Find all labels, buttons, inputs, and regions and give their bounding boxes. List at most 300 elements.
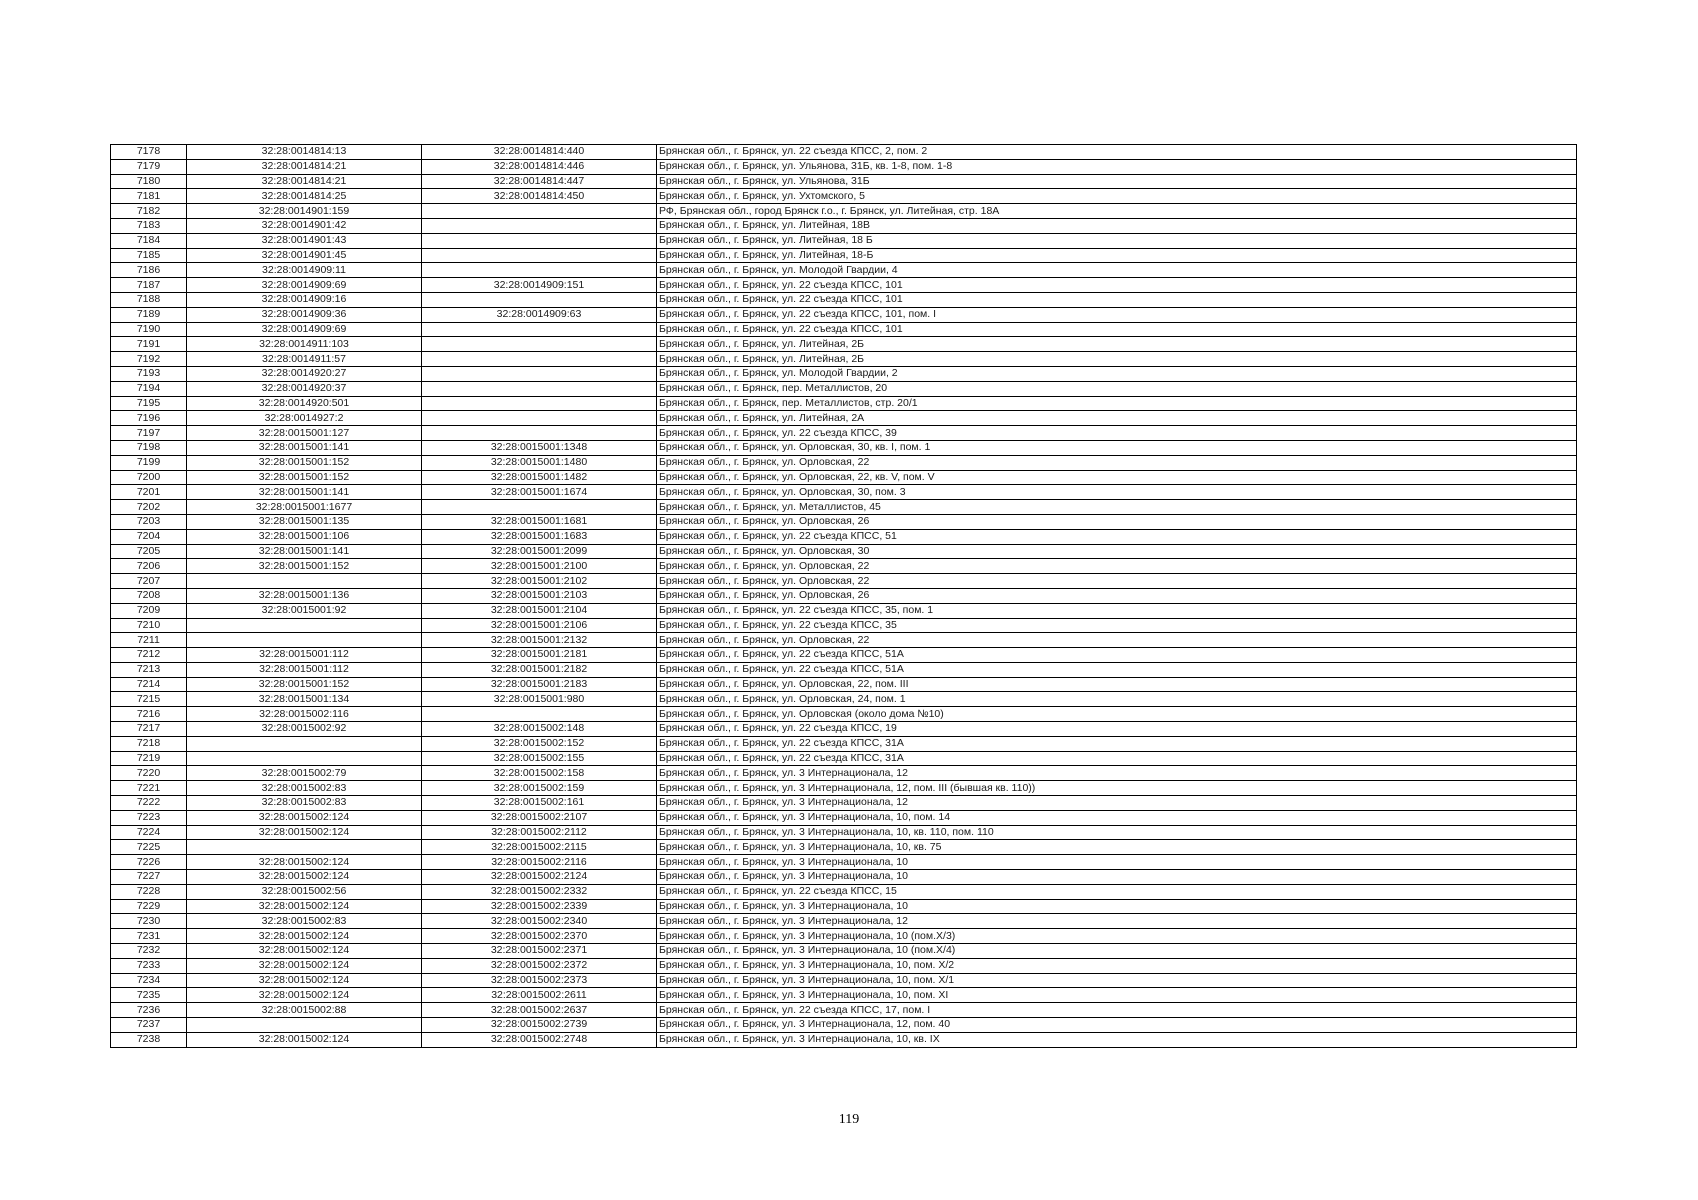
row-number-cell: 7235 <box>111 988 187 1003</box>
row-number-cell: 7233 <box>111 958 187 973</box>
address-table <box>110 144 1577 1048</box>
address-cell: Брянская обл., г. Брянск, ул. 3 Интернационала, 10 <box>657 855 1577 870</box>
row-number-cell: 7189 <box>111 307 187 322</box>
land-parcel-cadastral-cell: 32:28:0015002:124 <box>187 810 422 825</box>
table-row <box>111 159 1577 174</box>
row-number-cell: 7223 <box>111 810 187 825</box>
table-row <box>111 1018 1577 1033</box>
land-parcel-cadastral-cell: 32:28:0014909:36 <box>187 307 422 322</box>
object-cadastral-cell: 32:28:0015002:2611 <box>422 988 657 1003</box>
address-cell: Брянская обл., г. Брянск, ул. 22 съезда КПСС, 35, пом. 1 <box>657 603 1577 618</box>
table-row <box>111 988 1577 1003</box>
object-cadastral-cell: 32:28:0015001:1482 <box>422 470 657 485</box>
row-number-cell: 7220 <box>111 766 187 781</box>
land-parcel-cadastral-cell: 32:28:0015002:124 <box>187 929 422 944</box>
row-number-cell: 7222 <box>111 796 187 811</box>
land-parcel-cadastral-cell: 32:28:0014814:21 <box>187 174 422 189</box>
address-cell: Брянская обл., г. Брянск, ул. Молодой Гвардии, 2 <box>657 366 1577 381</box>
row-number-cell: 7200 <box>111 470 187 485</box>
land-parcel-cadastral-cell: 32:28:0015001:92 <box>187 603 422 618</box>
object-cadastral-cell: 32:28:0014909:151 <box>422 278 657 293</box>
land-parcel-cadastral-cell: 32:28:0015001:106 <box>187 529 422 544</box>
address-cell: Брянская обл., г. Брянск, ул. Орловская, 30 <box>657 544 1577 559</box>
row-number-cell: 7207 <box>111 574 187 589</box>
address-cell: Брянская обл., г. Брянск, ул. Орловская, 30, пом. 3 <box>657 485 1577 500</box>
address-cell: Брянская обл., г. Брянск, ул. 3 Интернационала, 12 <box>657 766 1577 781</box>
table-row <box>111 307 1577 322</box>
row-number-cell: 7216 <box>111 707 187 722</box>
object-cadastral-cell: 32:28:0015002:2370 <box>422 929 657 944</box>
row-number-cell: 7234 <box>111 973 187 988</box>
land-parcel-cadastral-cell: 32:28:0015002:124 <box>187 899 422 914</box>
land-parcel-cadastral-cell: 32:28:0014927:2 <box>187 411 422 426</box>
table-row <box>111 884 1577 899</box>
object-cadastral-cell: 32:28:0015002:2748 <box>422 1032 657 1047</box>
address-cell: Брянская обл., г. Брянск, пер. Металлистов, 20 <box>657 381 1577 396</box>
table-row <box>111 233 1577 248</box>
object-cadastral-cell: 32:28:0015002:148 <box>422 722 657 737</box>
table-row <box>111 662 1577 677</box>
row-number-cell: 7194 <box>111 381 187 396</box>
land-parcel-cadastral-cell: 32:28:0014814:25 <box>187 189 422 204</box>
table-row <box>111 840 1577 855</box>
row-number-cell: 7230 <box>111 914 187 929</box>
land-parcel-cadastral-cell <box>187 633 422 648</box>
table-row <box>111 855 1577 870</box>
address-cell: Брянская обл., г. Брянск, ул. Литейная, 18 Б <box>657 233 1577 248</box>
object-cadastral-cell: 32:28:0015002:2339 <box>422 899 657 914</box>
row-number-cell: 7201 <box>111 485 187 500</box>
object-cadastral-cell: 32:28:0015002:152 <box>422 736 657 751</box>
land-parcel-cadastral-cell: 32:28:0014909:69 <box>187 322 422 337</box>
object-cadastral-cell: 32:28:0015002:2371 <box>422 944 657 959</box>
address-cell: Брянская обл., г. Брянск, ул. 22 съезда КПСС, 19 <box>657 722 1577 737</box>
row-number-cell: 7183 <box>111 218 187 233</box>
row-number-cell: 7208 <box>111 588 187 603</box>
address-cell: Брянская обл., г. Брянск, ул. Орловская, 22, пом. III <box>657 677 1577 692</box>
land-parcel-cadastral-cell: 32:28:0015001:127 <box>187 426 422 441</box>
table-row <box>111 500 1577 515</box>
table-row <box>111 381 1577 396</box>
object-cadastral-cell: 32:28:0015002:2115 <box>422 840 657 855</box>
address-cell: Брянская обл., г. Брянск, ул. Орловская, 30, кв. I, пом. 1 <box>657 440 1577 455</box>
row-number-cell: 7227 <box>111 870 187 885</box>
object-cadastral-cell <box>422 411 657 426</box>
row-number-cell: 7219 <box>111 751 187 766</box>
land-parcel-cadastral-cell: 32:28:0014920:27 <box>187 366 422 381</box>
table-row <box>111 145 1577 160</box>
table-row <box>111 692 1577 707</box>
land-parcel-cadastral-cell: 32:28:0015002:124 <box>187 973 422 988</box>
land-parcel-cadastral-cell <box>187 1018 422 1033</box>
land-parcel-cadastral-cell: 32:28:0015002:124 <box>187 944 422 959</box>
object-cadastral-cell: 32:28:0015002:2739 <box>422 1018 657 1033</box>
table-row <box>111 973 1577 988</box>
object-cadastral-cell <box>422 426 657 441</box>
object-cadastral-cell: 32:28:0015001:2099 <box>422 544 657 559</box>
object-cadastral-cell <box>422 500 657 515</box>
land-parcel-cadastral-cell: 32:28:0015002:56 <box>187 884 422 899</box>
object-cadastral-cell <box>422 218 657 233</box>
address-cell: Брянская обл., г. Брянск, ул. 3 Интернационала, 10 <box>657 870 1577 885</box>
row-number-cell: 7179 <box>111 159 187 174</box>
table-row <box>111 766 1577 781</box>
table-row <box>111 485 1577 500</box>
table-row <box>111 810 1577 825</box>
land-parcel-cadastral-cell: 32:28:0014901:45 <box>187 248 422 263</box>
row-number-cell: 7184 <box>111 233 187 248</box>
land-parcel-cadastral-cell: 32:28:0014920:501 <box>187 396 422 411</box>
land-parcel-cadastral-cell: 32:28:0015001:141 <box>187 544 422 559</box>
land-parcel-cadastral-cell: 32:28:0015002:124 <box>187 825 422 840</box>
address-cell: Брянская обл., г. Брянск, ул. Ульянова, 31Б, кв. 1-8, пом. 1-8 <box>657 159 1577 174</box>
land-parcel-cadastral-cell: 32:28:0015002:79 <box>187 766 422 781</box>
row-number-cell: 7228 <box>111 884 187 899</box>
row-number-cell: 7232 <box>111 944 187 959</box>
table-row <box>111 574 1577 589</box>
table-row <box>111 944 1577 959</box>
table-row <box>111 322 1577 337</box>
object-cadastral-cell <box>422 263 657 278</box>
row-number-cell: 7198 <box>111 440 187 455</box>
object-cadastral-cell <box>422 707 657 722</box>
land-parcel-cadastral-cell <box>187 751 422 766</box>
row-number-cell: 7203 <box>111 514 187 529</box>
table-row <box>111 396 1577 411</box>
address-table-body <box>111 145 1577 1048</box>
object-cadastral-cell <box>422 292 657 307</box>
land-parcel-cadastral-cell: 32:28:0014920:37 <box>187 381 422 396</box>
land-parcel-cadastral-cell: 32:28:0015002:88 <box>187 1003 422 1018</box>
address-cell: Брянская обл., г. Брянск, ул. Литейная, 18-Б <box>657 248 1577 263</box>
row-number-cell: 7204 <box>111 529 187 544</box>
address-cell: Брянская обл., г. Брянск, ул. 22 съезда КПСС, 35 <box>657 618 1577 633</box>
land-parcel-cadastral-cell: 32:28:0015001:152 <box>187 677 422 692</box>
object-cadastral-cell <box>422 204 657 219</box>
object-cadastral-cell: 32:28:0015002:2340 <box>422 914 657 929</box>
row-number-cell: 7190 <box>111 322 187 337</box>
object-cadastral-cell: 32:28:0015001:2104 <box>422 603 657 618</box>
row-number-cell: 7195 <box>111 396 187 411</box>
address-cell: Брянская обл., г. Брянск, ул. 3 Интернационала, 10 (пом.X/3) <box>657 929 1577 944</box>
row-number-cell: 7193 <box>111 366 187 381</box>
address-cell: Брянская обл., г. Брянск, ул. 22 съезда КПСС, 15 <box>657 884 1577 899</box>
table-row <box>111 278 1577 293</box>
row-number-cell: 7181 <box>111 189 187 204</box>
row-number-cell: 7205 <box>111 544 187 559</box>
table-row <box>111 899 1577 914</box>
table-row <box>111 174 1577 189</box>
land-parcel-cadastral-cell: 32:28:0015002:124 <box>187 958 422 973</box>
table-row <box>111 1032 1577 1047</box>
table-row <box>111 470 1577 485</box>
table-row <box>111 633 1577 648</box>
land-parcel-cadastral-cell: 32:28:0014901:42 <box>187 218 422 233</box>
address-cell: Брянская обл., г. Брянск, ул. 3 Интернационала, 10, пом. 14 <box>657 810 1577 825</box>
address-cell: Брянская обл., г. Брянск, ул. 3 Интернационала, 12, пом. III (бывшая кв. 110)) <box>657 781 1577 796</box>
table-row <box>111 914 1577 929</box>
row-number-cell: 7213 <box>111 662 187 677</box>
table-row <box>111 189 1577 204</box>
object-cadastral-cell: 32:28:0015001:2102 <box>422 574 657 589</box>
table-row <box>111 722 1577 737</box>
row-number-cell: 7187 <box>111 278 187 293</box>
row-number-cell: 7188 <box>111 292 187 307</box>
land-parcel-cadastral-cell: 32:28:0015001:152 <box>187 470 422 485</box>
object-cadastral-cell <box>422 322 657 337</box>
table-row <box>111 648 1577 663</box>
table-row <box>111 559 1577 574</box>
row-number-cell: 7217 <box>111 722 187 737</box>
object-cadastral-cell: 32:28:0015002:2116 <box>422 855 657 870</box>
object-cadastral-cell: 32:28:0015001:2182 <box>422 662 657 677</box>
address-cell: Брянская обл., г. Брянск, ул. Орловская, 22, кв. V, пом. V <box>657 470 1577 485</box>
address-cell: Брянская обл., г. Брянск, ул. 3 Интернационала, 10 <box>657 899 1577 914</box>
row-number-cell: 7226 <box>111 855 187 870</box>
row-number-cell: 7237 <box>111 1018 187 1033</box>
object-cadastral-cell <box>422 337 657 352</box>
object-cadastral-cell: 32:28:0015001:1674 <box>422 485 657 500</box>
object-cadastral-cell: 32:28:0015002:161 <box>422 796 657 811</box>
object-cadastral-cell: 32:28:0015001:1480 <box>422 455 657 470</box>
address-cell: Брянская обл., г. Брянск, ул. Ухтомского, 5 <box>657 189 1577 204</box>
land-parcel-cadastral-cell: 32:28:0015001:136 <box>187 588 422 603</box>
object-cadastral-cell: 32:28:0014814:447 <box>422 174 657 189</box>
table-row <box>111 263 1577 278</box>
row-number-cell: 7229 <box>111 899 187 914</box>
address-cell: Брянская обл., г. Брянск, ул. 3 Интернационала, 12 <box>657 914 1577 929</box>
table-row <box>111 292 1577 307</box>
row-number-cell: 7178 <box>111 145 187 160</box>
table-row <box>111 411 1577 426</box>
page-number: 119 <box>838 1112 860 1127</box>
address-cell: Брянская обл., г. Брянск, ул. Орловская, 26 <box>657 514 1577 529</box>
address-cell: Брянская обл., г. Брянск, ул. 3 Интернационала, 10, кв. 75 <box>657 840 1577 855</box>
table-row <box>111 707 1577 722</box>
address-cell: Брянская обл., г. Брянск, ул. 22 съезда КПСС, 51 <box>657 529 1577 544</box>
address-cell: Брянская обл., г. Брянск, пер. Металлистов, стр. 20/1 <box>657 396 1577 411</box>
table-row <box>111 426 1577 441</box>
address-cell: Брянская обл., г. Брянск, ул. 22 съезда КПСС, 17, пом. I <box>657 1003 1577 1018</box>
land-parcel-cadastral-cell: 32:28:0015002:83 <box>187 796 422 811</box>
land-parcel-cadastral-cell: 32:28:0015002:83 <box>187 914 422 929</box>
object-cadastral-cell: 32:28:0015002:155 <box>422 751 657 766</box>
table-row <box>111 781 1577 796</box>
object-cadastral-cell: 32:28:0014909:63 <box>422 307 657 322</box>
object-cadastral-cell: 32:28:0015002:2373 <box>422 973 657 988</box>
table-row <box>111 514 1577 529</box>
table-row <box>111 603 1577 618</box>
row-number-cell: 7191 <box>111 337 187 352</box>
address-cell: Брянская обл., г. Брянск, ул. 3 Интернационала, 10 (пом.X/4) <box>657 944 1577 959</box>
address-cell: Брянская обл., г. Брянск, ул. Орловская, 22 <box>657 559 1577 574</box>
row-number-cell: 7224 <box>111 825 187 840</box>
land-parcel-cadastral-cell: 32:28:0015002:83 <box>187 781 422 796</box>
object-cadastral-cell <box>422 233 657 248</box>
object-cadastral-cell <box>422 352 657 367</box>
address-cell: Брянская обл., г. Брянск, ул. Литейная, 2Б <box>657 352 1577 367</box>
land-parcel-cadastral-cell: 32:28:0014814:13 <box>187 145 422 160</box>
object-cadastral-cell: 32:28:0015001:2132 <box>422 633 657 648</box>
land-parcel-cadastral-cell: 32:28:0014909:16 <box>187 292 422 307</box>
table-row <box>111 440 1577 455</box>
land-parcel-cadastral-cell: 32:28:0015001:112 <box>187 662 422 677</box>
land-parcel-cadastral-cell: 32:28:0015002:124 <box>187 855 422 870</box>
land-parcel-cadastral-cell: 32:28:0015001:141 <box>187 440 422 455</box>
table-row <box>111 825 1577 840</box>
land-parcel-cadastral-cell <box>187 736 422 751</box>
object-cadastral-cell: 32:28:0015002:2372 <box>422 958 657 973</box>
table-row <box>111 677 1577 692</box>
row-number-cell: 7215 <box>111 692 187 707</box>
row-number-cell: 7185 <box>111 248 187 263</box>
object-cadastral-cell: 32:28:0015002:2637 <box>422 1003 657 1018</box>
row-number-cell: 7225 <box>111 840 187 855</box>
address-cell: Брянская обл., г. Брянск, ул. 3 Интернационала, 12, пом. 40 <box>657 1018 1577 1033</box>
land-parcel-cadastral-cell: 32:28:0014911:103 <box>187 337 422 352</box>
address-cell: Брянская обл., г. Брянск, ул. 22 съезда КПСС, 101 <box>657 292 1577 307</box>
land-parcel-cadastral-cell: 32:28:0015002:116 <box>187 707 422 722</box>
row-number-cell: 7214 <box>111 677 187 692</box>
land-parcel-cadastral-cell: 32:28:0015002:124 <box>187 988 422 1003</box>
address-cell: Брянская обл., г. Брянск, ул. Литейная, 18В <box>657 218 1577 233</box>
address-cell: Брянская обл., г. Брянск, ул. Орловская, 22 <box>657 633 1577 648</box>
object-cadastral-cell: 32:28:0015002:2112 <box>422 825 657 840</box>
object-cadastral-cell: 32:28:0015002:2124 <box>422 870 657 885</box>
table-row <box>111 248 1577 263</box>
address-cell: Брянская обл., г. Брянск, ул. Орловская, 26 <box>657 588 1577 603</box>
table-row <box>111 1003 1577 1018</box>
land-parcel-cadastral-cell: 32:28:0014909:11 <box>187 263 422 278</box>
row-number-cell: 7218 <box>111 736 187 751</box>
row-number-cell: 7209 <box>111 603 187 618</box>
land-parcel-cadastral-cell: 32:28:0015002:124 <box>187 1032 422 1047</box>
land-parcel-cadastral-cell: 32:28:0014814:21 <box>187 159 422 174</box>
object-cadastral-cell: 32:28:0014814:450 <box>422 189 657 204</box>
address-cell: Брянская обл., г. Брянск, ул. Молодой Гвардии, 4 <box>657 263 1577 278</box>
table-row <box>111 870 1577 885</box>
object-cadastral-cell: 32:28:0014814:446 <box>422 159 657 174</box>
object-cadastral-cell: 32:28:0015002:158 <box>422 766 657 781</box>
land-parcel-cadastral-cell: 32:28:0015001:134 <box>187 692 422 707</box>
land-parcel-cadastral-cell: 32:28:0015001:152 <box>187 559 422 574</box>
land-parcel-cadastral-cell: 32:28:0015001:135 <box>187 514 422 529</box>
object-cadastral-cell <box>422 381 657 396</box>
table-row <box>111 958 1577 973</box>
address-cell: Брянская обл., г. Брянск, ул. 22 съезда КПСС, 2, пом. 2 <box>657 145 1577 160</box>
table-row <box>111 544 1577 559</box>
address-cell: Брянская обл., г. Брянск, ул. Орловская, 24, пом. 1 <box>657 692 1577 707</box>
address-cell: Брянская обл., г. Брянск, ул. 22 съезда КПСС, 31А <box>657 751 1577 766</box>
land-parcel-cadastral-cell: 32:28:0014911:57 <box>187 352 422 367</box>
land-parcel-cadastral-cell <box>187 618 422 633</box>
row-number-cell: 7199 <box>111 455 187 470</box>
object-cadastral-cell: 32:28:0015001:2181 <box>422 648 657 663</box>
table-row <box>111 588 1577 603</box>
table-row <box>111 929 1577 944</box>
object-cadastral-cell: 32:28:0015001:2106 <box>422 618 657 633</box>
table-row <box>111 352 1577 367</box>
row-number-cell: 7212 <box>111 648 187 663</box>
object-cadastral-cell: 32:28:0015001:1683 <box>422 529 657 544</box>
table-row <box>111 218 1577 233</box>
address-cell: РФ, Брянская обл., город Брянск г.о., г. Брянск, ул. Литейная, стр. 18А <box>657 204 1577 219</box>
land-parcel-cadastral-cell: 32:28:0014901:159 <box>187 204 422 219</box>
land-parcel-cadastral-cell: 32:28:0015002:92 <box>187 722 422 737</box>
row-number-cell: 7231 <box>111 929 187 944</box>
row-number-cell: 7236 <box>111 1003 187 1018</box>
row-number-cell: 7221 <box>111 781 187 796</box>
table-row <box>111 796 1577 811</box>
object-cadastral-cell: 32:28:0014814:440 <box>422 145 657 160</box>
address-cell: Брянская обл., г. Брянск, ул. 3 Интернационала, 12 <box>657 796 1577 811</box>
row-number-cell: 7192 <box>111 352 187 367</box>
row-number-cell: 7202 <box>111 500 187 515</box>
land-parcel-cadastral-cell: 32:28:0015001:141 <box>187 485 422 500</box>
land-parcel-cadastral-cell: 32:28:0015002:124 <box>187 870 422 885</box>
table-row <box>111 204 1577 219</box>
table-row <box>111 455 1577 470</box>
object-cadastral-cell: 32:28:0015002:2107 <box>422 810 657 825</box>
address-cell: Брянская обл., г. Брянск, ул. 3 Интернационала, 10, кв. 110, пом. 110 <box>657 825 1577 840</box>
address-cell: Брянская обл., г. Брянск, ул. 22 съезда КПСС, 51А <box>657 648 1577 663</box>
address-cell: Брянская обл., г. Брянск, ул. Литейная, 2А <box>657 411 1577 426</box>
land-parcel-cadastral-cell: 32:28:0015001:1677 <box>187 500 422 515</box>
table-row <box>111 366 1577 381</box>
address-cell: Брянская обл., г. Брянск, ул. 22 съезда КПСС, 51А <box>657 662 1577 677</box>
land-parcel-cadastral-cell: 32:28:0015001:152 <box>187 455 422 470</box>
address-cell: Брянская обл., г. Брянск, ул. 22 съезда КПСС, 101 <box>657 322 1577 337</box>
table-row <box>111 736 1577 751</box>
address-cell: Брянская обл., г. Брянск, ул. 22 съезда КПСС, 31А <box>657 736 1577 751</box>
row-number-cell: 7238 <box>111 1032 187 1047</box>
object-cadastral-cell: 32:28:0015001:2103 <box>422 588 657 603</box>
object-cadastral-cell: 32:28:0015001:1348 <box>422 440 657 455</box>
address-cell: Брянская обл., г. Брянск, ул. 3 Интернационала, 10, пом. XI <box>657 988 1577 1003</box>
row-number-cell: 7180 <box>111 174 187 189</box>
row-number-cell: 7186 <box>111 263 187 278</box>
object-cadastral-cell: 32:28:0015001:2100 <box>422 559 657 574</box>
land-parcel-cadastral-cell: 32:28:0015001:112 <box>187 648 422 663</box>
object-cadastral-cell <box>422 366 657 381</box>
address-cell: Брянская обл., г. Брянск, ул. Орловская, 22 <box>657 574 1577 589</box>
address-cell: Брянская обл., г. Брянск, ул. Литейная, 2Б <box>657 337 1577 352</box>
table-row <box>111 618 1577 633</box>
address-cell: Брянская обл., г. Брянск, ул. 3 Интернационала, 10, кв. IX <box>657 1032 1577 1047</box>
address-cell: Брянская обл., г. Брянск, ул. Орловская, 22 <box>657 455 1577 470</box>
table-row <box>111 337 1577 352</box>
object-cadastral-cell: 32:28:0015001:980 <box>422 692 657 707</box>
row-number-cell: 7196 <box>111 411 187 426</box>
row-number-cell: 7182 <box>111 204 187 219</box>
address-cell: Брянская обл., г. Брянск, ул. 22 съезда КПСС, 101 <box>657 278 1577 293</box>
row-number-cell: 7197 <box>111 426 187 441</box>
address-cell: Брянская обл., г. Брянск, ул. Ульянова, 31Б <box>657 174 1577 189</box>
address-cell: Брянская обл., г. Брянск, ул. 22 съезда КПСС, 101, пом. I <box>657 307 1577 322</box>
row-number-cell: 7206 <box>111 559 187 574</box>
address-cell: Брянская обл., г. Брянск, ул. 3 Интернационала, 10, пом. X/1 <box>657 973 1577 988</box>
land-parcel-cadastral-cell <box>187 574 422 589</box>
address-cell: Брянская обл., г. Брянск, ул. Орловская (около дома №10) <box>657 707 1577 722</box>
table-row <box>111 529 1577 544</box>
address-cell: Брянская обл., г. Брянск, ул. 22 съезда КПСС, 39 <box>657 426 1577 441</box>
address-cell: Брянская обл., г. Брянск, ул. 3 Интернационала, 10, пом. X/2 <box>657 958 1577 973</box>
land-parcel-cadastral-cell: 32:28:0014901:43 <box>187 233 422 248</box>
row-number-cell: 7211 <box>111 633 187 648</box>
object-cadastral-cell <box>422 248 657 263</box>
object-cadastral-cell: 32:28:0015001:2183 <box>422 677 657 692</box>
table-row <box>111 751 1577 766</box>
